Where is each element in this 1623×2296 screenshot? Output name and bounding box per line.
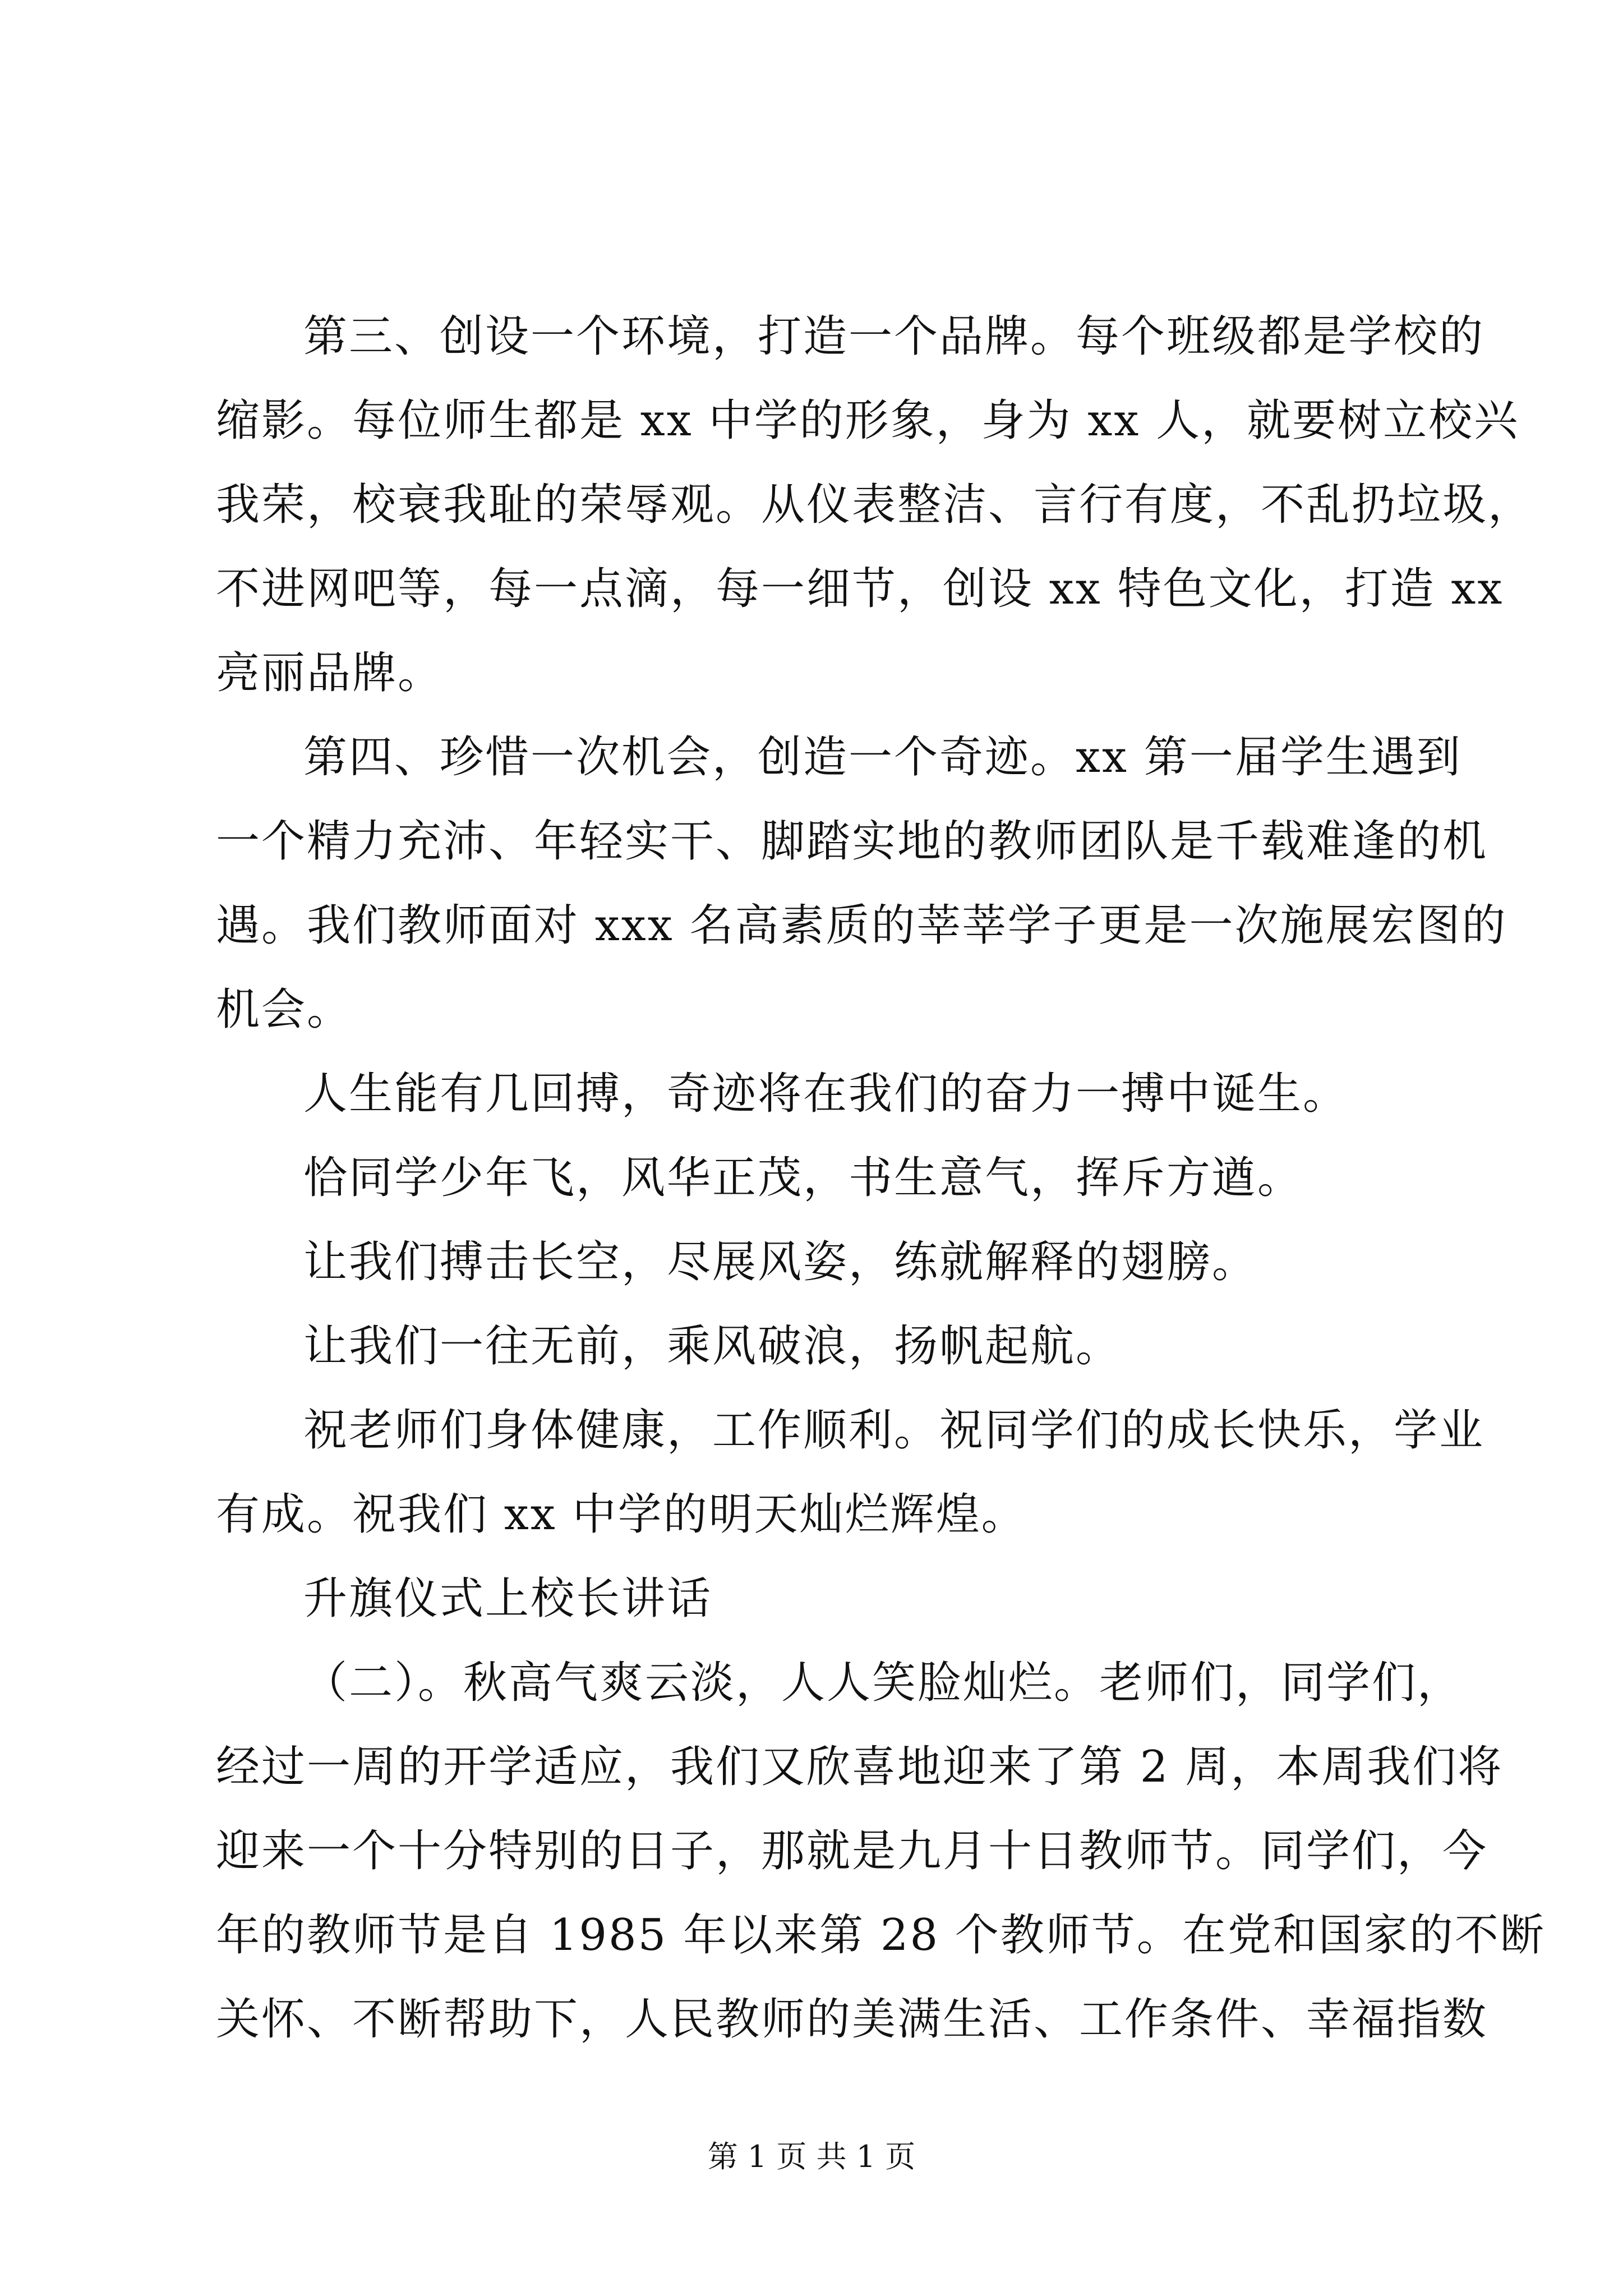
paragraph-5: 人生能有几回搏，奇迹将在我们的奋力一搏中诞生。 [303,1069,1349,1119]
paragraph-4-line-3: 遇。我们教师面对 xxx 名高素质的莘莘学子更是一次施展宏图的 [216,900,1507,951]
speech-title: 升旗仪式上校长讲话 [303,1573,713,1624]
paragraph-4-line-2: 一个精力充沛、年轻实干、脚踏实地的教师团队是千载难逢的机 [216,816,1488,867]
page-footer: 第 1 页 共 1 页 [707,2139,916,2174]
paragraph-10-line-5: 关怀、不断帮助下，人民教师的美满生活、工作条件、幸福指数 [216,1994,1488,2045]
paragraph-10-line-1: （二）。秋高气爽云淡，人人笑脸灿烂。老师们，同学们， [303,1658,1463,1708]
paragraph-4-line-4: 机会。 [216,984,353,1035]
paragraph-4-line-1: 第四、珍惜一次机会，创造一个奇迹。xx 第一届学生遇到 [303,732,1462,783]
paragraph-3-line-2: 缩影。每位师生都是 xx 中学的形象，身为 xx 人，就要树立校兴 [216,395,1520,446]
paragraph-8: 让我们一往无前，乘风破浪，扬帆起航。 [303,1321,1122,1372]
paragraph-3-line-3: 我荣，校衰我耻的荣辱观。从仪表整洁、言行有度，不乱扔垃圾， [216,480,1534,530]
paragraph-10-line-3: 迎来一个十分特别的日子，那就是九月十日教师节。同学们，今 [216,1826,1488,1876]
paragraph-6: 恰同学少年飞，风华正茂，书生意气，挥斥方遒。 [303,1153,1303,1203]
paragraph-9-line-2: 有成。祝我们 xx 中学的明天灿烂辉煌。 [216,1489,1027,1540]
paragraph-3-line-1: 第三、创设一个环境，打造一个品牌。每个班级都是学校的 [303,311,1485,362]
paragraph-7: 让我们搏击长空，尽展风姿，练就解释的翅膀。 [303,1237,1258,1287]
paragraph-3-line-4: 不进网吧等，每一点滴，每一细节，创设 xx 特色文化，打造 xx [216,564,1504,614]
paragraph-9-line-1: 祝老师们身体健康，工作顺利。祝同学们的成长快乐，学业 [303,1405,1485,1456]
paragraph-10-line-2: 经过一周的开学适应，我们又欣喜地迎来了第 2 周，本周我们将 [216,1742,1504,1792]
paragraph-10-line-4: 年的教师节是自 1985 年以来第 28 个教师节。在党和国家的不断 [216,1910,1546,1961]
paragraph-3-line-5: 亮丽品牌。 [216,648,444,698]
